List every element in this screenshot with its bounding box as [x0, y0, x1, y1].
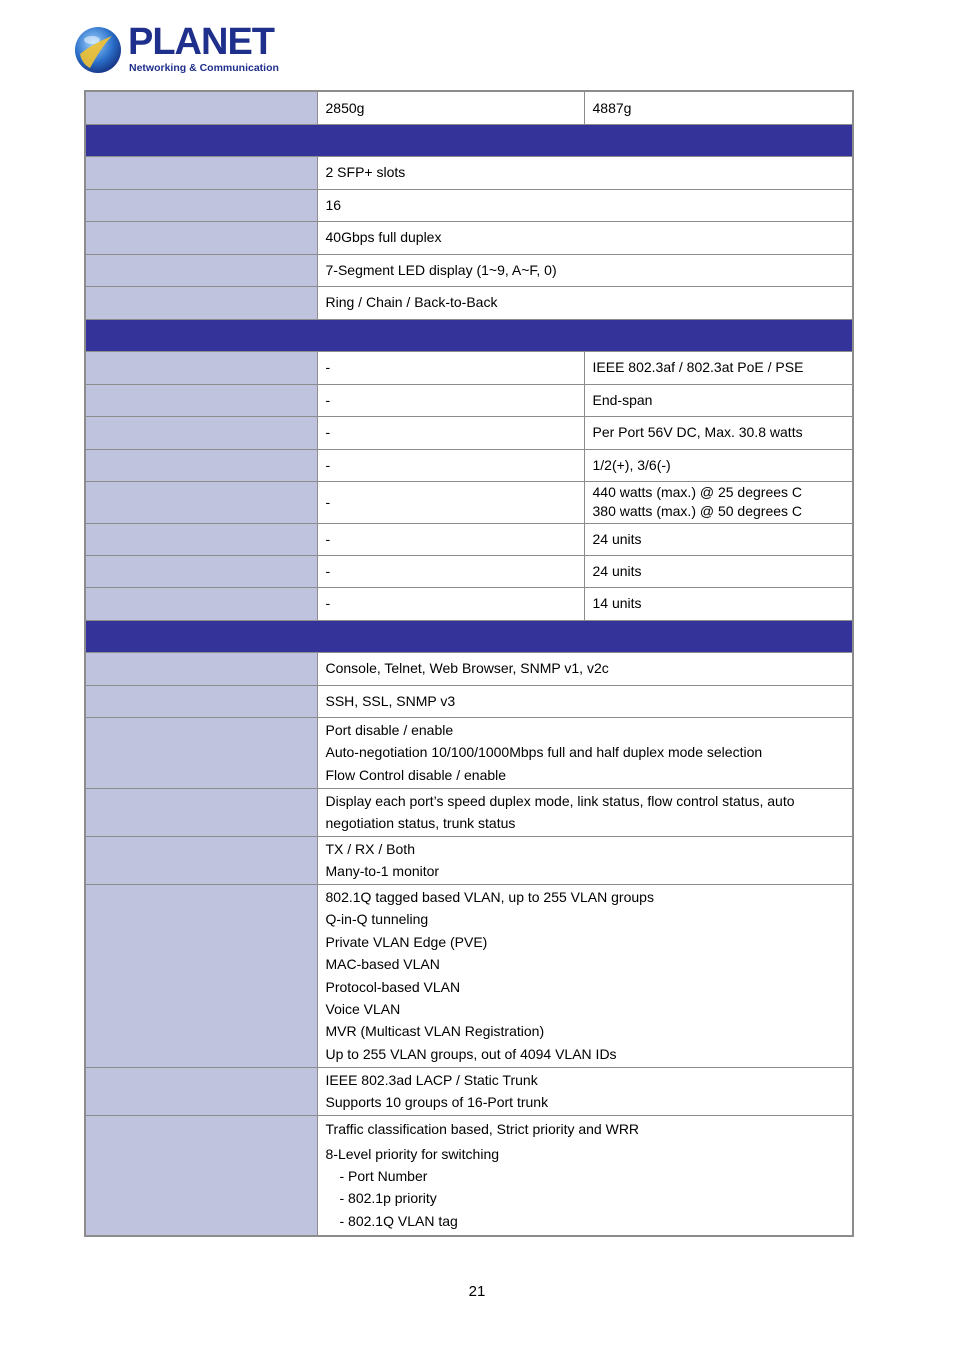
poe-output-col1: - [317, 416, 584, 449]
qos-line: - 802.1p priority [339, 1190, 437, 1207]
vlan-line: Private VLAN Edge (PVE) [325, 933, 488, 950]
row-label [85, 351, 317, 384]
stack-display: 7-Segment LED display (1~9, A~F, 0) [317, 254, 853, 286]
row-label [85, 1115, 317, 1236]
spec-table [84, 90, 854, 1237]
table-row [85, 189, 853, 221]
row-label [85, 884, 317, 1067]
vlan-line: Q-in-Q tunneling [325, 911, 429, 928]
table-row [85, 884, 853, 1067]
vlan-line: Protocol-based VLAN [325, 978, 461, 995]
row-label [85, 1067, 317, 1115]
vlan-line: MAC-based VLAN [325, 956, 440, 973]
row-label [85, 221, 317, 254]
table-row [85, 652, 853, 685]
port-mirror-line: Many-to-1 monitor [325, 863, 440, 879]
vlan-line: MVR (Multicast VLAN Registration) [325, 1023, 545, 1040]
poe-mode-col2: End-span [584, 384, 853, 416]
page-number: 21 [468, 1283, 486, 1300]
row-label [85, 652, 317, 685]
poe-units-col2: 24 units [584, 555, 853, 587]
table-row [85, 587, 853, 620]
qos-features [317, 1115, 853, 1236]
vlan-line: 802.1Q tagged based VLAN, up to 255 VLAN groups [325, 888, 654, 905]
row-label [85, 481, 317, 523]
table-row [85, 788, 853, 836]
poe-standard-col2: IEEE 802.3af / 802.3at PoE / PSE [584, 351, 853, 384]
qos-line: Traffic classification based, Strict priority and WRR [325, 1121, 640, 1138]
table-row [85, 836, 853, 884]
port-mirror-line: TX / RX / Both [325, 840, 415, 857]
table-row [85, 221, 853, 254]
table-row [85, 685, 853, 717]
row-label [85, 523, 317, 555]
logo-brand: PLANET [128, 21, 274, 63]
port-config-line: Auto-negotiation 10/100/1000Mbps full and half duplex mode selection [325, 744, 763, 761]
logo-tagline: Networking & Communication [129, 62, 279, 74]
poe-budget-col2 [584, 481, 853, 523]
row-label [85, 685, 317, 717]
port-config-line: Port disable / enable [325, 721, 454, 738]
weight-col1: 2850g [317, 91, 584, 124]
port-status-line: negotiation status, trunk status [325, 815, 516, 831]
poe-budget-line: 440 watts (max.) @ 25 degrees C [592, 484, 803, 500]
table-row [85, 351, 853, 384]
port-config-line: Flow Control disable / enable [325, 766, 507, 783]
vlan-features [317, 884, 853, 1067]
port-mirror [317, 836, 853, 884]
stack-topology: Ring / Chain / Back-to-Back [317, 286, 853, 319]
table-row [85, 481, 853, 523]
table-row [85, 555, 853, 587]
port-config [317, 717, 853, 788]
row-label [85, 587, 317, 620]
qos-line: 8-Level priority for switching [325, 1145, 500, 1162]
link-agg-line: IEEE 802.3ad LACP / Static Trunk [325, 1071, 538, 1088]
table-row [85, 286, 853, 319]
stack-bandwidth: 40Gbps full duplex [317, 221, 853, 254]
poe-pin-col2: 1/2(+), 3/6(-) [584, 449, 853, 481]
table-row [85, 384, 853, 416]
table-row [85, 1067, 853, 1115]
mgmt-interfaces: Console, Telnet, Web Browser, SNMP v1, v2c [317, 652, 853, 685]
planet-logo [72, 21, 279, 78]
row-label [85, 384, 317, 416]
row-label [85, 254, 317, 286]
poe-output-col2: Per Port 56V DC, Max. 30.8 watts [584, 416, 853, 449]
stack-units: 16 [317, 189, 853, 221]
table-row [85, 416, 853, 449]
link-agg-line: Supports 10 groups of 16-Port trunk [325, 1094, 549, 1110]
row-label [85, 788, 317, 836]
section-header-row [85, 319, 853, 351]
globe-icon [72, 24, 124, 76]
table-row [85, 523, 853, 555]
row-label [85, 189, 317, 221]
row-label [85, 91, 317, 124]
row-label [85, 555, 317, 587]
table-row [85, 717, 853, 788]
table-row [85, 156, 853, 189]
weight-col2: 4887g [584, 91, 853, 124]
qos-line: - Port Number [339, 1168, 428, 1185]
poe-mode-col1: - [317, 384, 584, 416]
poe-units-col1: - [317, 587, 584, 620]
qos-line: - 802.1Q VLAN tag [339, 1212, 458, 1229]
section-header-row [85, 620, 853, 652]
row-label [85, 416, 317, 449]
port-status [317, 788, 853, 836]
row-label [85, 836, 317, 884]
vlan-line: Up to 255 VLAN groups, out of 4094 VLAN IDs [325, 1045, 617, 1062]
poe-budget-col1: - [317, 481, 584, 523]
poe-standard-col1: - [317, 351, 584, 384]
link-aggregation [317, 1067, 853, 1115]
table-row [85, 449, 853, 481]
poe-units-col2: 24 units [584, 523, 853, 555]
stack-slots: 2 SFP+ slots [317, 156, 853, 189]
section-header-row [85, 124, 853, 156]
vlan-line: Voice VLAN [325, 1000, 401, 1017]
poe-pin-col1: - [317, 449, 584, 481]
row-label [85, 156, 317, 189]
poe-budget-line: 380 watts (max.) @ 50 degrees C [592, 503, 803, 519]
table-row [85, 254, 853, 286]
row-label [85, 717, 317, 788]
poe-units-col1: - [317, 523, 584, 555]
port-status-line: Display each port’s speed duplex mode, link status, flow control status, auto [325, 792, 795, 809]
table-row [85, 1115, 853, 1236]
poe-units-col1: - [317, 555, 584, 587]
table-row [85, 91, 853, 124]
row-label [85, 449, 317, 481]
row-label [85, 286, 317, 319]
poe-units-col2: 14 units [584, 587, 853, 620]
mgmt-secure: SSH, SSL, SNMP v3 [317, 685, 853, 717]
